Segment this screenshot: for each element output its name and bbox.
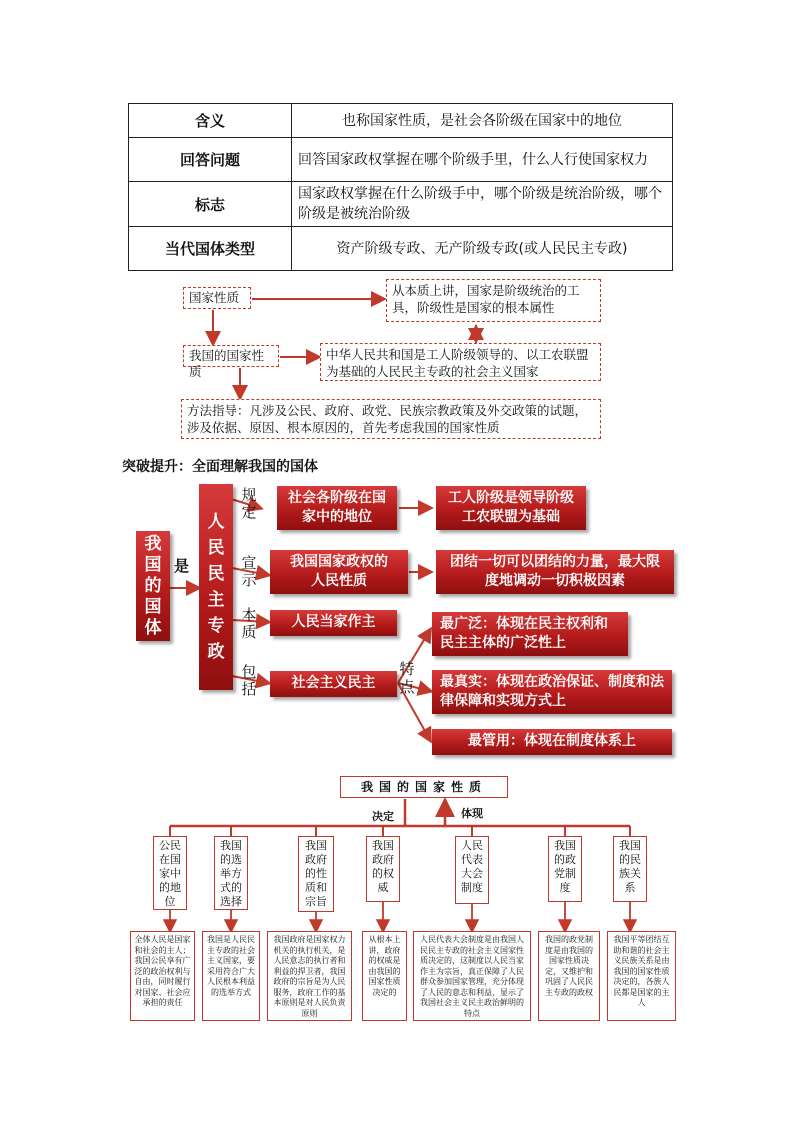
flow-node-state-nature: 国家性质 bbox=[183, 287, 251, 309]
tree-title: 我国的国家性质 bbox=[340, 776, 508, 798]
cat-government: 我国政府的性质和宗旨 bbox=[298, 836, 334, 912]
cat-party-system: 我国的政党制度 bbox=[548, 836, 582, 902]
rel-define: 规定 bbox=[241, 486, 257, 521]
definition-table bbox=[128, 103, 673, 271]
section-heading: 突破提升：全面理解我国的国体 bbox=[122, 459, 318, 475]
branch-people-master: 人民当家作主 bbox=[270, 610, 397, 636]
desc-npc-system: 人民代表大会制度是由我国人民民主专政的社会主义国家性质决定的，这制度以人民当家作主为宗旨，真正保障了人民群众参加国家管理，充分体现了人民的意志和利益，显示了我国社会主义民主政治鲜明的特点 bbox=[413, 931, 531, 1021]
tree-connectors bbox=[0, 790, 800, 935]
flow-node-prc-definition: 中华人民共和国是工人阶级领导的、以工农联盟为基础的人民民主专政的社会主义国家 bbox=[320, 343, 601, 381]
row-key: 标志 bbox=[129, 182, 292, 227]
cat-authority: 我国政府的权威 bbox=[366, 836, 400, 902]
center-box: 人民民主专政 bbox=[199, 484, 233, 690]
branch-people-nature: 我国国家政权的人民性质 bbox=[270, 550, 408, 594]
cat-election: 我国的选举方式的选择 bbox=[214, 836, 248, 910]
decide-label: 决定 bbox=[372, 810, 394, 823]
feature-broadest: 最广泛：体现在民主权利和民主主体的广泛性上 bbox=[432, 612, 628, 656]
desc-government: 我国政府是国家权力机关的执行机关，是人民意志的执行者和利益的捍卫者，我国政府的宗旨是为人民服务，政府工作的基本原则是对人民负责原则 bbox=[267, 931, 352, 1021]
desc-authority: 从根本上讲，政府的权威是由我国的国家性质决定的 bbox=[362, 931, 407, 1021]
rel-include: 包括 bbox=[241, 663, 257, 698]
is-label: 是 bbox=[174, 557, 190, 575]
reflect-label: 体现 bbox=[461, 807, 483, 820]
flow-node-our-state-nature: 我国的国家性质 bbox=[183, 345, 279, 367]
rel-declare: 宣示 bbox=[241, 554, 257, 589]
flow-node-method-guidance: 方法指导：凡涉及公民、政府、政党、民族宗教政策及外交政策的试题，涉及依据、原因、根本原因的，首先考虑我国的国家性质 bbox=[181, 399, 601, 439]
branch-class-status: 社会各阶级在国家中的地位 bbox=[277, 486, 397, 530]
root-box: 我国的国体 bbox=[136, 531, 170, 641]
row-value: 也称国家性质，是社会各阶级在国家中的地位 bbox=[292, 104, 673, 138]
branch-leading-class: 工人阶级是领导阶级工农联盟为基础 bbox=[436, 486, 586, 530]
feature-label: 特点 bbox=[399, 660, 415, 696]
branch-socialist-democracy: 社会主义民主 bbox=[270, 671, 397, 697]
table-row bbox=[129, 138, 673, 182]
branch-unite: 团结一切可以团结的力量，最大限度地调动一切积极因素 bbox=[436, 550, 674, 594]
table-row bbox=[129, 182, 673, 227]
row-key: 含义 bbox=[129, 104, 292, 138]
feature-most-useful: 最管用：体现在制度体系上 bbox=[432, 729, 672, 755]
table-row bbox=[129, 227, 673, 271]
table-row bbox=[129, 104, 673, 138]
desc-election: 我国是人民民主专政的社会主义国家，要采用符合广大人民根本利益的选举方式 bbox=[202, 931, 260, 1021]
row-key: 回答问题 bbox=[129, 138, 292, 182]
cat-ethnic-relations: 我国的民族关系 bbox=[613, 836, 647, 902]
row-value: 资产阶级专政、无产阶级专政(或人民民主专政) bbox=[292, 227, 673, 271]
desc-citizen-status: 全体人民是国家和社会的主人；我国公民享有广泛的政治权利与自由，同时履行对国家、社会应承担的责任 bbox=[130, 931, 195, 1021]
row-value: 国家政权掌握在什么阶级手中，哪个阶级是统治阶级，哪个阶级是被统治阶级 bbox=[292, 182, 673, 227]
desc-party-system: 我国的政党制度是由我国的国家性质决定，又维护和巩固了人民民主专政的政权 bbox=[538, 931, 600, 1021]
cat-npc-system: 人民代表大会制度 bbox=[455, 836, 489, 904]
rel-essence: 本质 bbox=[241, 606, 257, 641]
feature-truest: 最真实：体现在政治保证、制度和法律保障和实现方式上 bbox=[432, 670, 672, 714]
row-value: 回答国家政权掌握在哪个阶级手里，什么人行使国家权力 bbox=[292, 138, 673, 182]
cat-citizen-status: 公民在国家中的地位 bbox=[153, 836, 187, 910]
row-key: 当代国体类型 bbox=[129, 227, 292, 271]
concept-connectors bbox=[0, 470, 800, 770]
flow-node-essence: 从本质上讲，国家是阶级统治的工具，阶级性是国家的根本属性 bbox=[386, 279, 601, 322]
desc-ethnic-relations: 我国平等团结互助和谐的社会主义民族关系是由我国的国家性质决定的，各族人民都是国家的主人 bbox=[607, 931, 676, 1021]
